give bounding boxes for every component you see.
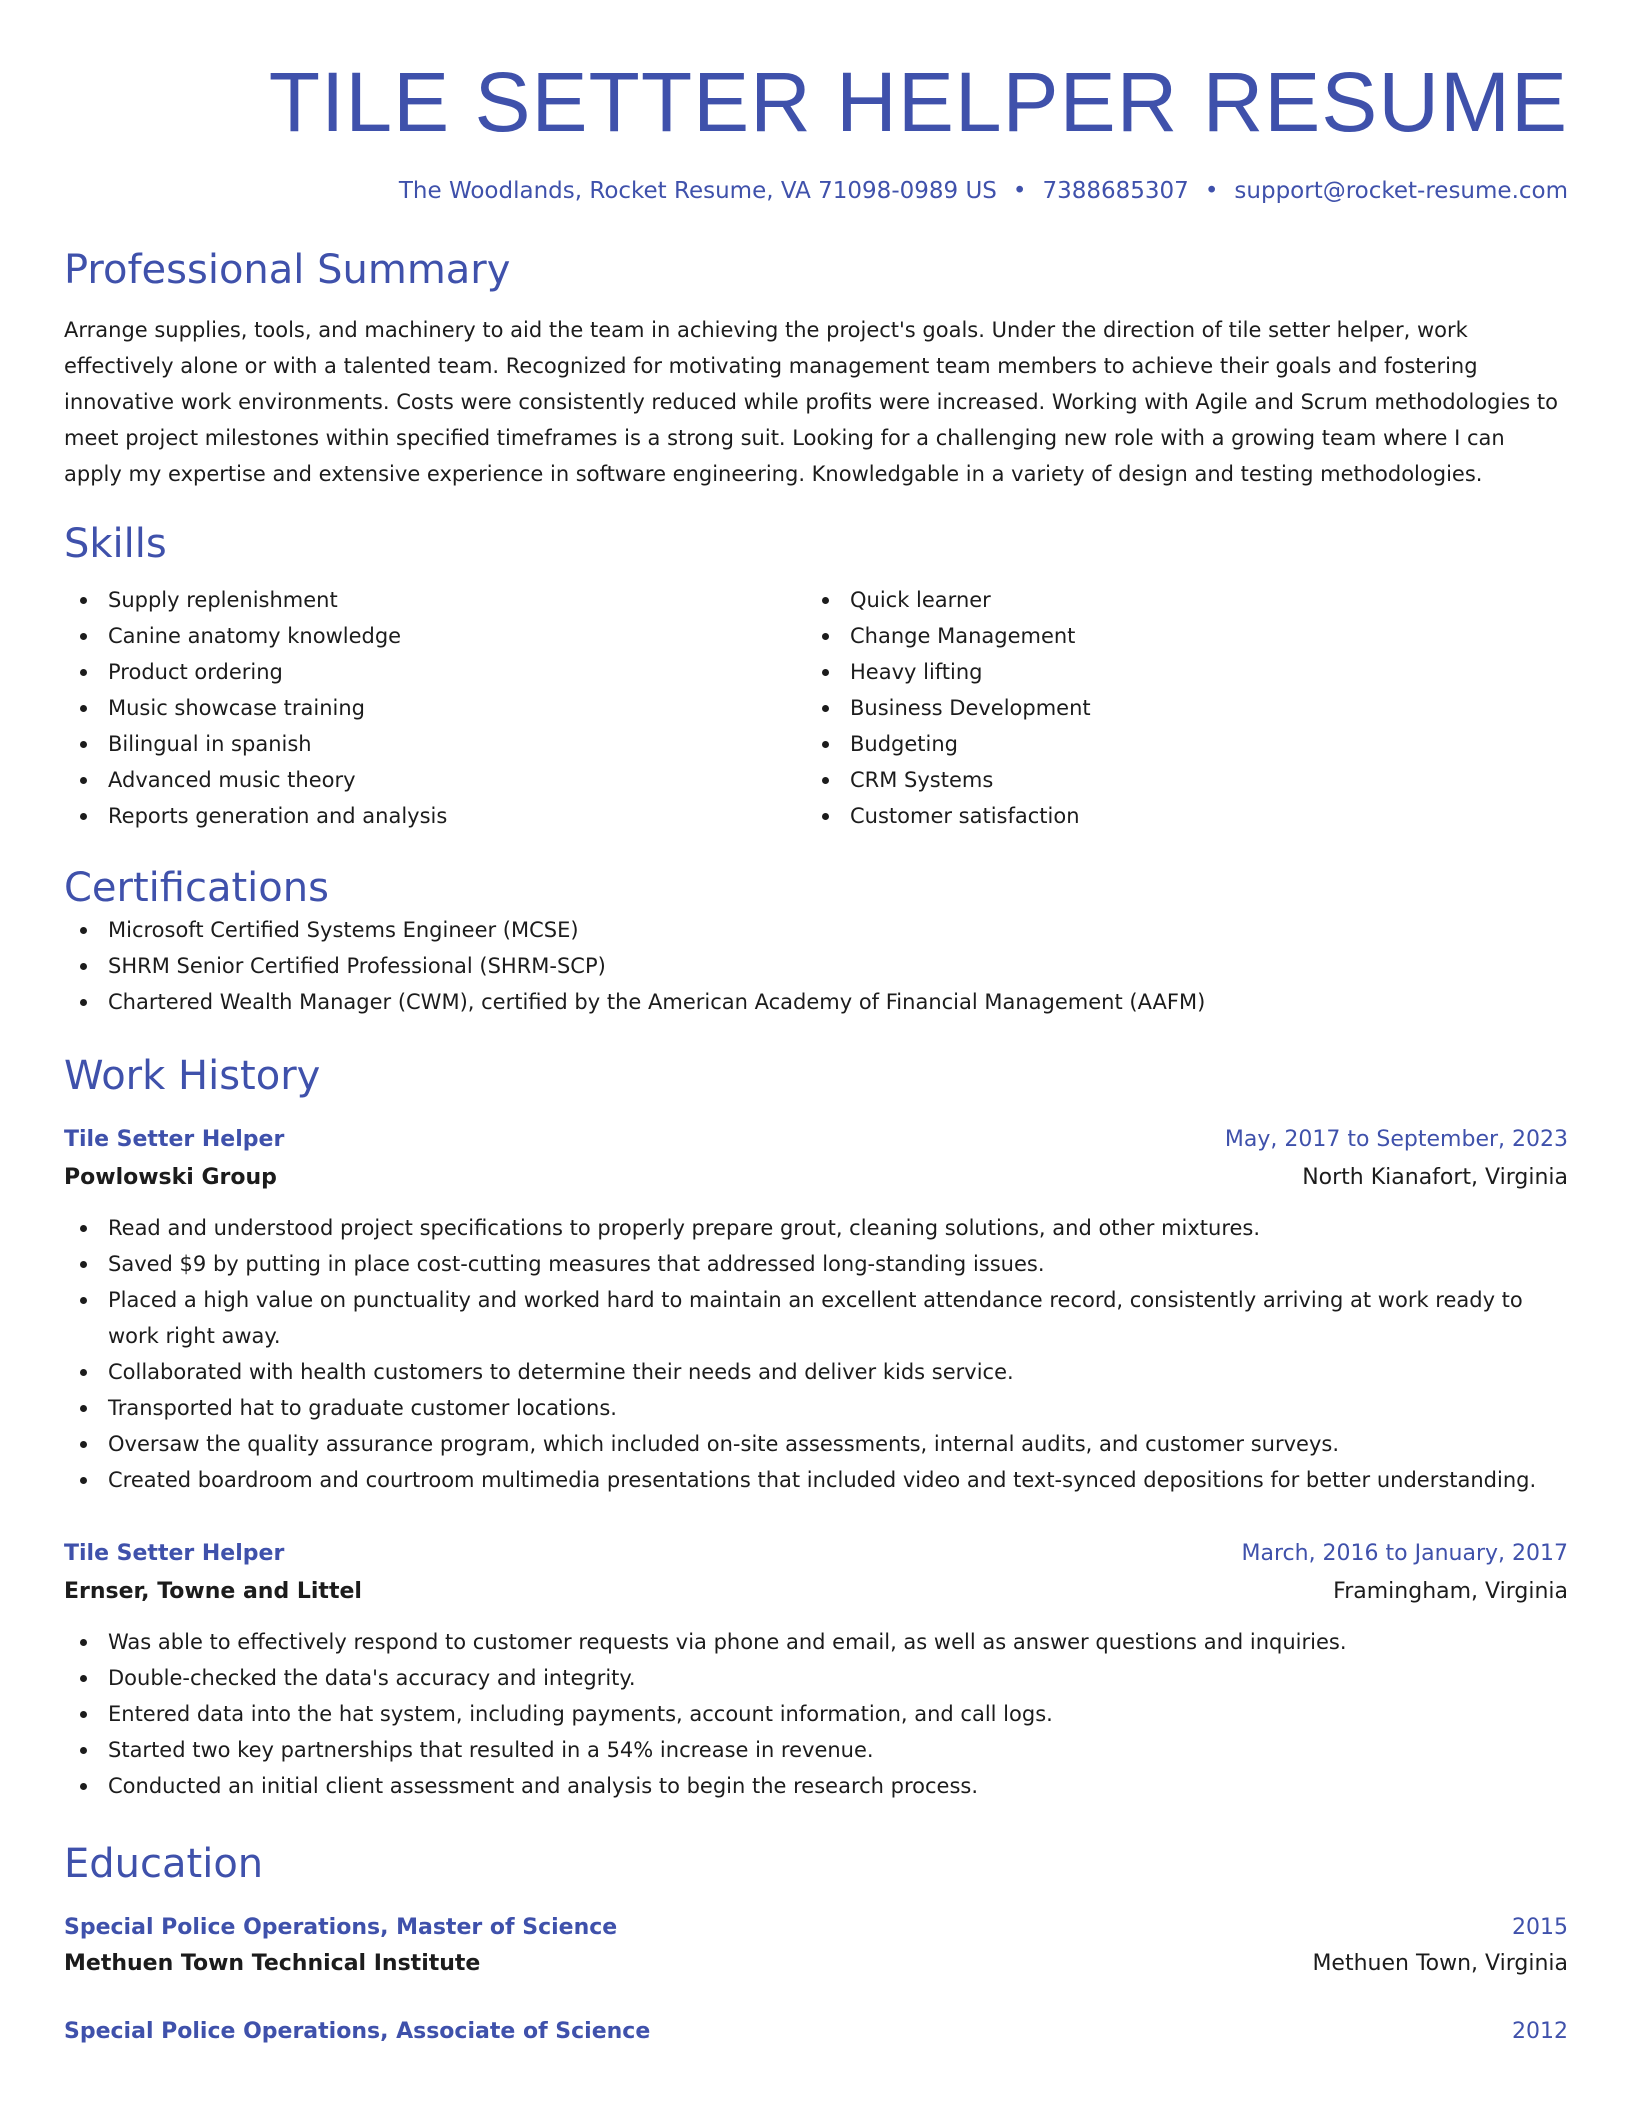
- education-year: 2015: [1512, 1915, 1568, 1940]
- job-company-row: [64, 1158, 1568, 1198]
- job-bullet: Conducted an initial client assessment and analysis to begin the research process.: [64, 1768, 1568, 1804]
- education-header-row: [64, 1910, 1568, 1946]
- job-bullet: Oversaw the quality assurance program, which included on-site assessments, internal audits, and customer surveys.: [64, 1426, 1568, 1462]
- job-entry: [64, 1536, 1568, 1804]
- job-bullet: Double-checked the data's accuracy and integrity.: [64, 1660, 1568, 1696]
- skill-item: Product ordering: [64, 654, 806, 690]
- job-company-row: [64, 1572, 1568, 1612]
- job-bullet: Created boardroom and courtroom multimedia presentations that included video and text-synced depositions for better understanding.: [64, 1462, 1568, 1498]
- skill-item: Supply replenishment: [64, 582, 806, 618]
- job-bullet: Started two key partnerships that resulted in a 54% increase in revenue.: [64, 1732, 1568, 1768]
- job-bullets: [64, 1624, 1568, 1804]
- resume-header: [64, 0, 1568, 206]
- summary-heading: Professional Summary: [64, 247, 511, 293]
- job-dates: March, 2016 to January, 2017: [1241, 1541, 1568, 1566]
- education-header-row: [64, 2014, 1568, 2050]
- contact-line: [64, 176, 1568, 206]
- contact-phone: 7388685307: [1042, 178, 1189, 204]
- work-history-heading: Work History: [64, 1053, 321, 1099]
- education-degree: Special Police Operations, Master of Science: [64, 1915, 618, 1940]
- skill-item: Canine anatomy knowledge: [64, 618, 806, 654]
- skills-list-right: [806, 582, 1548, 834]
- job-entry: [64, 1122, 1568, 1498]
- resume-page: [64, 0, 1568, 2050]
- education-entry: [64, 2014, 1568, 2050]
- education-location: Methuen Town, Virginia: [1312, 1951, 1568, 1976]
- job-bullet: Collaborated with health customers to determine their needs and deliver kids service.: [64, 1354, 1568, 1390]
- certifications-list: [64, 912, 1568, 1020]
- skill-item: Change Management: [806, 618, 1548, 654]
- job-title: Tile Setter Helper: [64, 1541, 285, 1566]
- education-heading: Education: [64, 1841, 264, 1887]
- certification-item: Microsoft Certified Systems Engineer (MCSE): [64, 912, 1568, 948]
- skills-list-left: [64, 582, 806, 834]
- summary-text: Arrange supplies, tools, and machinery to aid the team in achieving the project's goals. Under the direction of tile setter helper, work effectively alone or with a talented team. Recognized for motivating management team members to achieve their goals and fostering innovative work environments. Costs were consistently reduced while profits were increased. Working with Agile and Scrum methodologies to meet project milestones within specified timeframes is a strong suit. Looking for a challenging new role with a growing team where I can apply my expertise and extensive experience in software engineering. Knowledgable in a variety of design and testing methodologies.: [64, 318, 1558, 486]
- job-company: Powlowski Group: [64, 1165, 277, 1190]
- job-bullet: Was able to effectively respond to customer requests via phone and email, as well as answer questions and inquiries.: [64, 1624, 1568, 1660]
- certifications-heading: Certifications: [64, 865, 329, 911]
- skill-item: Quick learner: [806, 582, 1548, 618]
- contact-address: The Woodlands, Rocket Resume, VA 71098-0989 US: [398, 178, 997, 204]
- contact-email[interactable]: support@rocket-resume.com: [1234, 178, 1568, 204]
- skills-heading: Skills: [64, 521, 167, 567]
- education-entry: [64, 1910, 1568, 1982]
- contact-separator: •: [1012, 178, 1027, 204]
- job-title: Tile Setter Helper: [64, 1127, 285, 1152]
- skill-item: Advanced music theory: [64, 762, 806, 798]
- job-header-row: [64, 1122, 1568, 1158]
- job-bullet: Placed a high value on punctuality and worked hard to maintain an excellent attendance record, consistently arriving at work ready to work right away.: [64, 1282, 1568, 1354]
- job-bullet: Saved $9 by putting in place cost-cutting measures that addressed long-standing issues.: [64, 1246, 1568, 1282]
- skill-item: Heavy lifting: [806, 654, 1548, 690]
- job-bullets: [64, 1210, 1568, 1498]
- education-school: Methuen Town Technical Institute: [64, 1951, 481, 1976]
- certification-item: SHRM Senior Certified Professional (SHRM-SCP): [64, 948, 1568, 984]
- skill-item: Budgeting: [806, 726, 1548, 762]
- job-bullet: Read and understood project specifications to properly prepare grout, cleaning solutions, and other mixtures.: [64, 1210, 1568, 1246]
- skills-columns: [64, 582, 1568, 834]
- education-year: 2012: [1512, 2019, 1568, 2044]
- education-degree: Special Police Operations, Associate of Science: [64, 2019, 651, 2044]
- skill-item: Music showcase training: [64, 690, 806, 726]
- job-company: Ernser, Towne and Littel: [64, 1579, 362, 1604]
- contact-separator: •: [1204, 178, 1219, 204]
- skill-item: Business Development: [806, 690, 1548, 726]
- resume-title: TILE SETTER HELPER RESUME: [268, 55, 1568, 149]
- job-bullet: Entered data into the hat system, including payments, account information, and call logs.: [64, 1696, 1568, 1732]
- certification-item: Chartered Wealth Manager (CWM), certified by the American Academy of Financial Management (AAFM): [64, 984, 1568, 1020]
- education-school-row: [64, 1946, 1568, 1982]
- job-dates: May, 2017 to September, 2023: [1224, 1127, 1568, 1152]
- skill-item: CRM Systems: [806, 762, 1548, 798]
- job-location: Framingham, Virginia: [1333, 1579, 1568, 1604]
- skill-item: Reports generation and analysis: [64, 798, 806, 834]
- job-header-row: [64, 1536, 1568, 1572]
- job-location: North Kianafort, Virginia: [1302, 1165, 1568, 1190]
- job-bullet: Transported hat to graduate customer locations.: [64, 1390, 1568, 1426]
- skill-item: Bilingual in spanish: [64, 726, 806, 762]
- skill-item: Customer satisfaction: [806, 798, 1548, 834]
